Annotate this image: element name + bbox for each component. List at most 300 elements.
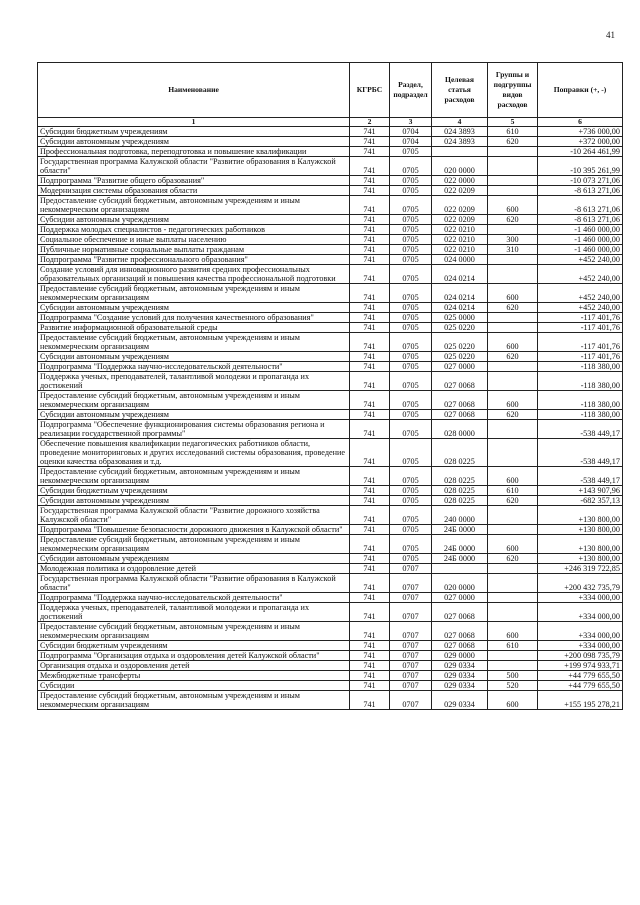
cell-group — [488, 225, 538, 235]
table-row — [38, 525, 623, 535]
cell-kgrbs: 741 — [350, 391, 390, 410]
cell-group — [488, 525, 538, 535]
cell-kgrbs: 741 — [350, 651, 390, 661]
table-row — [38, 186, 623, 196]
cell-target: 027 0068 — [432, 372, 488, 391]
cell-amount: +452 240,00 — [538, 303, 623, 313]
cell-amount: +155 195 278,21 — [538, 691, 623, 710]
cell-kgrbs: 741 — [350, 564, 390, 574]
cell-section: 0705 — [390, 333, 432, 352]
cell-kgrbs: 741 — [350, 691, 390, 710]
cell-group: 600 — [488, 196, 538, 215]
cell-section: 0705 — [390, 284, 432, 303]
table-row — [38, 235, 623, 245]
cell-kgrbs: 741 — [350, 535, 390, 554]
cell-amount: +44 779 655,50 — [538, 671, 623, 681]
cell-kgrbs: 741 — [350, 284, 390, 303]
cell-section: 0705 — [390, 372, 432, 391]
cell-kgrbs: 741 — [350, 235, 390, 245]
cell-amount: -10 073 271,06 — [538, 176, 623, 186]
cell-amount: -117 401,76 — [538, 333, 623, 352]
cell-kgrbs: 741 — [350, 147, 390, 157]
cell-name: Создание условий для инновационного развития средних профессиональных образовательных организаций и повышения качества профессиональной подготовки — [38, 265, 350, 284]
cell-group — [488, 255, 538, 265]
cell-kgrbs: 741 — [350, 593, 390, 603]
cell-target: 028 0225 — [432, 496, 488, 506]
cell-name: Подпрограмма "Создание условий для получения качественного образования" — [38, 313, 350, 323]
column-number-row — [38, 118, 623, 127]
cell-group — [488, 157, 538, 176]
cell-target: 024 0214 — [432, 303, 488, 313]
header-target: Целевая статья расходов — [432, 63, 488, 118]
cell-target: 024 0214 — [432, 284, 488, 303]
cell-amount: -118 380,00 — [538, 372, 623, 391]
cell-target: 024 0000 — [432, 255, 488, 265]
cell-section: 0707 — [390, 574, 432, 593]
cell-amount: -10 264 461,99 — [538, 147, 623, 157]
cell-kgrbs: 741 — [350, 157, 390, 176]
cell-group — [488, 420, 538, 439]
cell-kgrbs: 741 — [350, 496, 390, 506]
cell-name: Поддержка молодых специалистов - педагогических работников — [38, 225, 350, 235]
cell-group: 620 — [488, 496, 538, 506]
cell-group — [488, 651, 538, 661]
table-row — [38, 352, 623, 362]
cell-section: 0705 — [390, 303, 432, 313]
cell-target: 029 0000 — [432, 651, 488, 661]
cell-section: 0705 — [390, 391, 432, 410]
cell-target: 027 0068 — [432, 391, 488, 410]
cell-kgrbs: 741 — [350, 225, 390, 235]
table-row — [38, 196, 623, 215]
cell-kgrbs: 741 — [350, 420, 390, 439]
table-row — [38, 593, 623, 603]
cell-name: Подпрограмма "Развитие общего образования" — [38, 176, 350, 186]
cell-kgrbs: 741 — [350, 506, 390, 525]
table-row — [38, 564, 623, 574]
cell-target: 027 0068 — [432, 641, 488, 651]
table-row — [38, 554, 623, 564]
cell-amount: +143 907,96 — [538, 486, 623, 496]
cell-group: 600 — [488, 467, 538, 486]
cell-kgrbs: 741 — [350, 313, 390, 323]
table-row — [38, 157, 623, 176]
cell-name: Подпрограмма "Поддержка научно-исследовательской деятельности" — [38, 362, 350, 372]
column-number: 6 — [538, 118, 623, 127]
cell-kgrbs: 741 — [350, 661, 390, 671]
header-section: Раздел, подраздел — [390, 63, 432, 118]
table-row — [38, 691, 623, 710]
column-number: 2 — [350, 118, 390, 127]
cell-group: 520 — [488, 681, 538, 691]
cell-target: 024 3893 — [432, 137, 488, 147]
cell-section: 0705 — [390, 215, 432, 225]
cell-section: 0705 — [390, 323, 432, 333]
cell-group: 600 — [488, 691, 538, 710]
cell-section: 0705 — [390, 467, 432, 486]
header-group: Группы и подгруппы видов расходов — [488, 63, 538, 118]
cell-group — [488, 439, 538, 467]
cell-amount: +452 240,00 — [538, 265, 623, 284]
cell-amount: -8 613 271,06 — [538, 196, 623, 215]
cell-name: Поддержка ученых, преподавателей, талантливой молодежи и пропаганда их достижений — [38, 372, 350, 391]
table-row — [38, 641, 623, 651]
cell-section: 0705 — [390, 196, 432, 215]
cell-name: Субсидии бюджетным учреждениям — [38, 641, 350, 651]
cell-section: 0705 — [390, 525, 432, 535]
cell-name: Предоставление субсидий бюджетным, автономным учреждениям и иным некоммерческим организациям — [38, 691, 350, 710]
cell-group: 600 — [488, 622, 538, 641]
cell-target: 029 0334 — [432, 691, 488, 710]
cell-amount: -117 401,76 — [538, 352, 623, 362]
cell-section: 0707 — [390, 593, 432, 603]
cell-group — [488, 147, 538, 157]
cell-kgrbs: 741 — [350, 176, 390, 186]
cell-amount: +452 240,00 — [538, 255, 623, 265]
table-row — [38, 303, 623, 313]
cell-kgrbs: 741 — [350, 671, 390, 681]
cell-target: 027 0068 — [432, 410, 488, 420]
cell-section: 0705 — [390, 176, 432, 186]
cell-group: 620 — [488, 554, 538, 564]
table-row — [38, 333, 623, 352]
cell-target: 022 0209 — [432, 186, 488, 196]
cell-kgrbs: 741 — [350, 127, 390, 137]
cell-kgrbs: 741 — [350, 352, 390, 362]
cell-kgrbs: 741 — [350, 137, 390, 147]
header-kgrbs: КГРБС — [350, 63, 390, 118]
cell-group: 610 — [488, 641, 538, 651]
cell-amount: -118 380,00 — [538, 362, 623, 372]
cell-section: 0705 — [390, 496, 432, 506]
page-number: 41 — [606, 30, 615, 40]
cell-section: 0705 — [390, 352, 432, 362]
cell-amount: -117 401,76 — [538, 313, 623, 323]
cell-kgrbs: 741 — [350, 245, 390, 255]
cell-amount: +452 240,00 — [538, 284, 623, 303]
cell-section: 0704 — [390, 137, 432, 147]
cell-kgrbs: 741 — [350, 255, 390, 265]
cell-section: 0707 — [390, 681, 432, 691]
cell-amount: +334 000,00 — [538, 641, 623, 651]
cell-target: 025 0220 — [432, 323, 488, 333]
cell-group — [488, 564, 538, 574]
cell-amount: -8 613 271,06 — [538, 186, 623, 196]
cell-name: Субсидии автономным учреждениям — [38, 554, 350, 564]
cell-group — [488, 372, 538, 391]
cell-amount: -1 460 000,00 — [538, 245, 623, 255]
cell-name: Государственная программа Калужской области "Развитие образования в Калужской области" — [38, 157, 350, 176]
cell-amount: +130 800,00 — [538, 506, 623, 525]
cell-group: 300 — [488, 235, 538, 245]
cell-name: Подпрограмма "Поддержка научно-исследовательской деятельности" — [38, 593, 350, 603]
cell-section: 0707 — [390, 622, 432, 641]
cell-amount: -538 449,17 — [538, 439, 623, 467]
cell-amount: +334 000,00 — [538, 593, 623, 603]
cell-group: 310 — [488, 245, 538, 255]
cell-kgrbs: 741 — [350, 362, 390, 372]
cell-target: 24Б 0000 — [432, 554, 488, 564]
table-row — [38, 651, 623, 661]
cell-name: Субсидии автономным учреждениям — [38, 496, 350, 506]
cell-group: 600 — [488, 333, 538, 352]
cell-group: 500 — [488, 671, 538, 681]
cell-target: 020 0000 — [432, 157, 488, 176]
cell-name: Социальное обеспечение и иные выплаты населению — [38, 235, 350, 245]
cell-group: 620 — [488, 410, 538, 420]
table-row — [38, 372, 623, 391]
cell-name: Субсидии автономным учреждениям — [38, 410, 350, 420]
table-row — [38, 506, 623, 525]
cell-name: Подпрограмма "Организация отдыха и оздоровления детей Калужской области" — [38, 651, 350, 661]
cell-section: 0705 — [390, 255, 432, 265]
cell-group: 620 — [488, 215, 538, 225]
cell-section: 0705 — [390, 506, 432, 525]
cell-name: Профессиональная подготовка, переподготовка и повышение квалификации — [38, 147, 350, 157]
cell-target: 022 0209 — [432, 215, 488, 225]
cell-name: Межбюджетные трансферты — [38, 671, 350, 681]
cell-section: 0707 — [390, 603, 432, 622]
cell-name: Субсидии автономным учреждениям — [38, 215, 350, 225]
cell-name: Субсидии автономным учреждениям — [38, 303, 350, 313]
cell-amount: +199 974 933,71 — [538, 661, 623, 671]
table-row — [38, 323, 623, 333]
cell-kgrbs: 741 — [350, 372, 390, 391]
table-row — [38, 496, 623, 506]
cell-target: 24Б 0000 — [432, 535, 488, 554]
cell-name: Предоставление субсидий бюджетным, автономным учреждениям и иным некоммерческим организациям — [38, 391, 350, 410]
table-row — [38, 535, 623, 554]
cell-amount: +372 000,00 — [538, 137, 623, 147]
cell-name: Государственная программа Калужской области "Развитие образования в Калужской области" — [38, 574, 350, 593]
cell-amount: -538 449,17 — [538, 420, 623, 439]
cell-name: Подпрограмма "Развитие профессионального образования" — [38, 255, 350, 265]
cell-target: 020 0000 — [432, 574, 488, 593]
cell-group — [488, 323, 538, 333]
cell-kgrbs: 741 — [350, 410, 390, 420]
cell-target: 240 0000 — [432, 506, 488, 525]
cell-target: 027 0000 — [432, 362, 488, 372]
cell-section: 0705 — [390, 147, 432, 157]
table-row — [38, 313, 623, 323]
cell-amount: +200 098 735,79 — [538, 651, 623, 661]
cell-group: 620 — [488, 137, 538, 147]
cell-kgrbs: 741 — [350, 196, 390, 215]
cell-name: Субсидии автономным учреждениям — [38, 137, 350, 147]
cell-section: 0705 — [390, 245, 432, 255]
cell-name: Молодежная политика и оздоровление детей — [38, 564, 350, 574]
cell-name: Субсидии автономным учреждениям — [38, 352, 350, 362]
cell-group — [488, 265, 538, 284]
cell-name: Развитие информационной образовательной среды — [38, 323, 350, 333]
cell-amount: +246 319 722,85 — [538, 564, 623, 574]
column-number: 1 — [38, 118, 350, 127]
cell-group — [488, 186, 538, 196]
table-row — [38, 661, 623, 671]
cell-amount: +334 000,00 — [538, 603, 623, 622]
cell-section: 0705 — [390, 554, 432, 564]
cell-name: Организация отдыха и оздоровления детей — [38, 661, 350, 671]
table-row — [38, 410, 623, 420]
cell-section: 0707 — [390, 651, 432, 661]
cell-amount: -682 357,13 — [538, 496, 623, 506]
cell-name: Поддержка ученых, преподавателей, талантливой молодежи и пропаганда их достижений — [38, 603, 350, 622]
cell-name: Модернизация системы образования области — [38, 186, 350, 196]
column-number: 5 — [488, 118, 538, 127]
cell-amount: +334 000,00 — [538, 622, 623, 641]
cell-group — [488, 506, 538, 525]
cell-group: 600 — [488, 535, 538, 554]
table-row — [38, 603, 623, 622]
cell-section: 0705 — [390, 235, 432, 245]
cell-kgrbs: 741 — [350, 525, 390, 535]
cell-kgrbs: 741 — [350, 265, 390, 284]
cell-group — [488, 362, 538, 372]
table-row — [38, 215, 623, 225]
cell-target: 028 0000 — [432, 420, 488, 439]
cell-kgrbs: 741 — [350, 681, 390, 691]
cell-section: 0707 — [390, 564, 432, 574]
cell-group — [488, 593, 538, 603]
cell-group — [488, 176, 538, 186]
table-row — [38, 622, 623, 641]
table-row — [38, 439, 623, 467]
table-row — [38, 467, 623, 486]
table-row — [38, 486, 623, 496]
cell-name: Подпрограмма "Обеспечение функционирования системы образования региона и реализации государственной программы" — [38, 420, 350, 439]
cell-group: 600 — [488, 391, 538, 410]
cell-kgrbs: 741 — [350, 303, 390, 313]
table-row — [38, 391, 623, 410]
cell-kgrbs: 741 — [350, 186, 390, 196]
cell-group: 610 — [488, 486, 538, 496]
column-number: 3 — [390, 118, 432, 127]
cell-name: Предоставление субсидий бюджетным, автономным учреждениям и иным некоммерческим организациям — [38, 333, 350, 352]
table-row — [38, 255, 623, 265]
cell-target: 027 0000 — [432, 593, 488, 603]
table-row — [38, 176, 623, 186]
cell-amount: -118 380,00 — [538, 410, 623, 420]
column-number: 4 — [432, 118, 488, 127]
cell-target: 24Б 0000 — [432, 525, 488, 535]
cell-kgrbs: 741 — [350, 574, 390, 593]
table-row — [38, 284, 623, 303]
cell-kgrbs: 741 — [350, 467, 390, 486]
cell-amount: +130 800,00 — [538, 535, 623, 554]
cell-section: 0705 — [390, 535, 432, 554]
cell-section: 0705 — [390, 265, 432, 284]
table-row — [38, 420, 623, 439]
table-row — [38, 245, 623, 255]
cell-target: 025 0220 — [432, 352, 488, 362]
cell-target: 022 0210 — [432, 245, 488, 255]
cell-amount: +736 000,00 — [538, 127, 623, 137]
cell-target: 024 3893 — [432, 127, 488, 137]
cell-name: Предоставление субсидий бюджетным, автономным учреждениям и иным некоммерческим организациям — [38, 622, 350, 641]
cell-section: 0705 — [390, 313, 432, 323]
header-name: Наименование — [38, 63, 350, 118]
cell-group — [488, 661, 538, 671]
cell-group — [488, 603, 538, 622]
cell-kgrbs: 741 — [350, 622, 390, 641]
cell-target: 029 0334 — [432, 661, 488, 671]
cell-section: 0705 — [390, 420, 432, 439]
table-row — [38, 137, 623, 147]
cell-amount: -117 401,76 — [538, 323, 623, 333]
cell-name: Субсидии бюджетным учреждениям — [38, 127, 350, 137]
cell-name: Предоставление субсидий бюджетным, автономным учреждениям и иным некоммерческим организациям — [38, 467, 350, 486]
cell-kgrbs: 741 — [350, 215, 390, 225]
cell-kgrbs: 741 — [350, 333, 390, 352]
cell-group — [488, 574, 538, 593]
cell-group: 620 — [488, 352, 538, 362]
cell-name: Предоставление субсидий бюджетным, автономным учреждениям и иным некоммерческим организациям — [38, 196, 350, 215]
table-row — [38, 147, 623, 157]
cell-target: 024 0214 — [432, 265, 488, 284]
cell-name: Обеспечение повышения квалификации педагогических работников области, проведение мониторинговых и других исследований системы образования, проведение оценки качества образования и т.д. — [38, 439, 350, 467]
cell-target: 022 0210 — [432, 225, 488, 235]
cell-section: 0707 — [390, 691, 432, 710]
cell-section: 0704 — [390, 127, 432, 137]
table-row — [38, 671, 623, 681]
cell-name: Предоставление субсидий бюджетным, автономным учреждениям и иным некоммерческим организациям — [38, 535, 350, 554]
cell-target: 027 0068 — [432, 603, 488, 622]
table-row — [38, 265, 623, 284]
cell-target: 022 0000 — [432, 176, 488, 186]
cell-amount: +44 779 655,50 — [538, 681, 623, 691]
cell-kgrbs: 741 — [350, 323, 390, 333]
cell-amount: +130 800,00 — [538, 554, 623, 564]
cell-amount: -118 380,00 — [538, 391, 623, 410]
table-row — [38, 127, 623, 137]
cell-section: 0707 — [390, 671, 432, 681]
cell-kgrbs: 741 — [350, 486, 390, 496]
cell-name: Предоставление субсидий бюджетным, автономным учреждениям и иным некоммерческим организациям — [38, 284, 350, 303]
cell-amount: -10 395 261,99 — [538, 157, 623, 176]
cell-target: 022 0210 — [432, 235, 488, 245]
cell-amount: -8 613 271,06 — [538, 215, 623, 225]
cell-target: 025 0000 — [432, 313, 488, 323]
cell-section: 0705 — [390, 410, 432, 420]
cell-amount: -1 460 000,00 — [538, 225, 623, 235]
cell-target: 029 0334 — [432, 671, 488, 681]
cell-target: 028 0225 — [432, 467, 488, 486]
cell-section: 0707 — [390, 661, 432, 671]
cell-target: 025 0220 — [432, 333, 488, 352]
cell-amount: +130 800,00 — [538, 525, 623, 535]
table-row — [38, 681, 623, 691]
cell-target: 029 0334 — [432, 681, 488, 691]
cell-name: Подпрограмма "Повышение безопасности дорожного движения в Калужской области" — [38, 525, 350, 535]
cell-section: 0707 — [390, 641, 432, 651]
cell-target — [432, 564, 488, 574]
budget-amendments-table — [37, 62, 623, 710]
cell-section: 0705 — [390, 439, 432, 467]
cell-amount: -538 449,17 — [538, 467, 623, 486]
header-amendments: Поправки (+, -) — [538, 63, 623, 118]
cell-section: 0705 — [390, 486, 432, 496]
cell-kgrbs: 741 — [350, 603, 390, 622]
cell-amount: +200 432 735,79 — [538, 574, 623, 593]
cell-name: Субсидии — [38, 681, 350, 691]
table-row — [38, 225, 623, 235]
cell-group: 600 — [488, 284, 538, 303]
cell-group: 610 — [488, 127, 538, 137]
cell-section: 0705 — [390, 225, 432, 235]
cell-kgrbs: 741 — [350, 554, 390, 564]
cell-group — [488, 313, 538, 323]
cell-name: Субсидии бюджетным учреждениям — [38, 486, 350, 496]
